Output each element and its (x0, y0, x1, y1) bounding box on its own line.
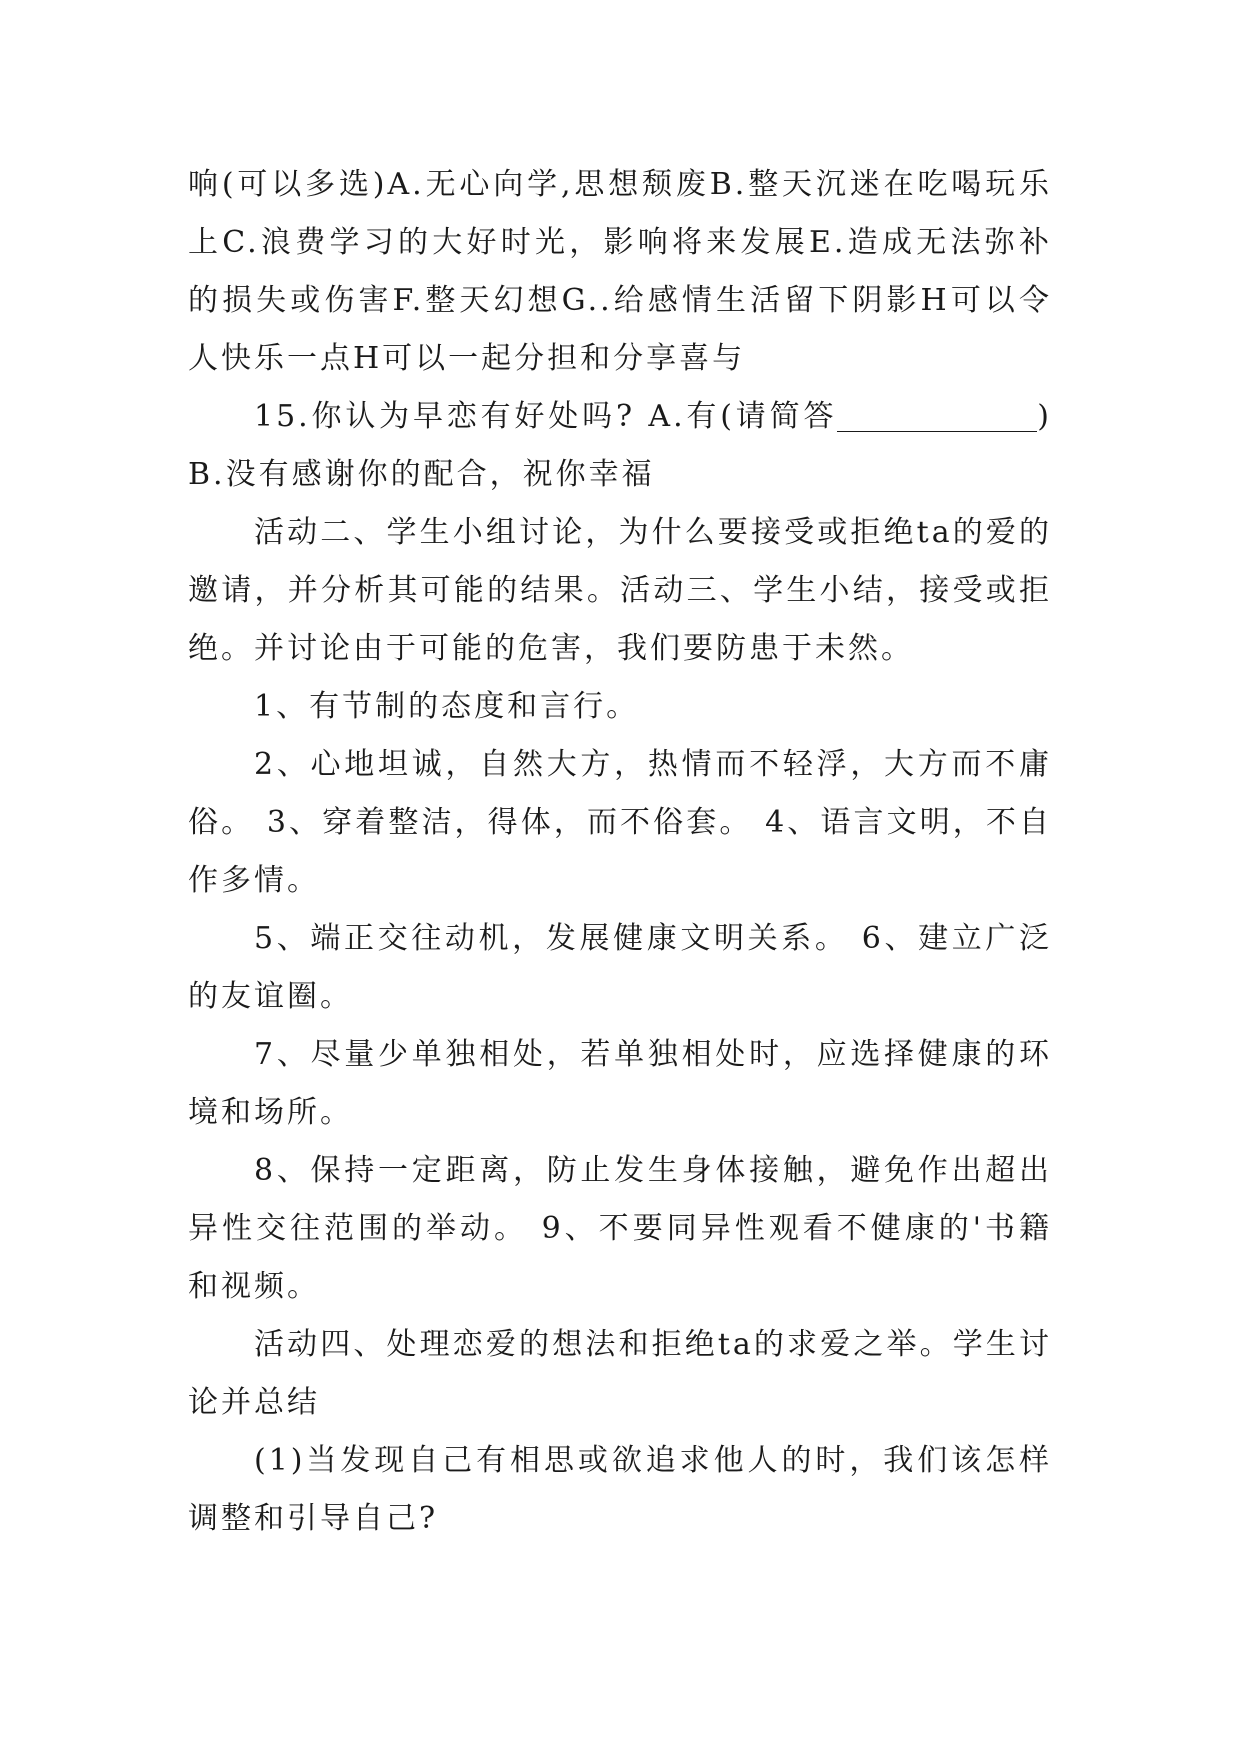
paragraph-item-1: 1、有节制的态度和言行。 (254, 689, 640, 724)
paragraph-options-continued: 响(可以多选)A.无心向学,思想颓废B.整天沉迷在吃喝玩乐上C.浪费学习的大好时光，影响将来发展E.造成无法弥补的损失或伤害F.整天幻想G..给感情生活留下阴影H可以令人快乐一点H可以一起分担和分享喜与 (188, 167, 1052, 376)
paragraph-items-2-4: 2、心地坦诚，自然大方，热情而不轻浮，大方而不庸俗。 3、穿着整洁，得体，而不俗套。 4、语言文明，不自作多情。 (188, 747, 1052, 898)
question-15-options: ) B.没有感谢你的配合，祝你幸福 (188, 399, 1052, 492)
paragraph-activity-4: 活动四、处理恋爱的想法和拒绝ta的求爱之举。学生讨论并总结 (188, 1327, 1052, 1420)
answer-blank (837, 401, 1037, 432)
paragraph-question-15 (188, 388, 1052, 504)
paragraph-items-8-9: 8、保持一定距离，防止发生身体接触，避免作出超出异性交往范围的举动。 9、不要同异性观看不健康的'书籍和视频。 (188, 1153, 1052, 1304)
paragraph-activity-2-3: 活动二、学生小组讨论，为什么要接受或拒绝ta的爱的邀请，并分析其可能的结果。活动三、学生小结，接受或拒绝。并讨论由于可能的危害，我们要防患于未然。 (188, 515, 1052, 666)
question-15-text: 15.你认为早恋有好处吗? A.有(请简答 (254, 399, 838, 434)
paragraph-question-1: (1)当发现自己有相思或欲追求他人的时，我们该怎样调整和引导自己? (188, 1443, 1052, 1536)
document-body (188, 156, 1052, 1548)
paragraph-item-7: 7、尽量少单独相处，若单独相处时，应选择健康的环境和场所。 (188, 1037, 1052, 1130)
paragraph-items-5-6: 5、端正交往动机，发展健康文明关系。 6、建立广泛的友谊圈。 (188, 921, 1052, 1014)
